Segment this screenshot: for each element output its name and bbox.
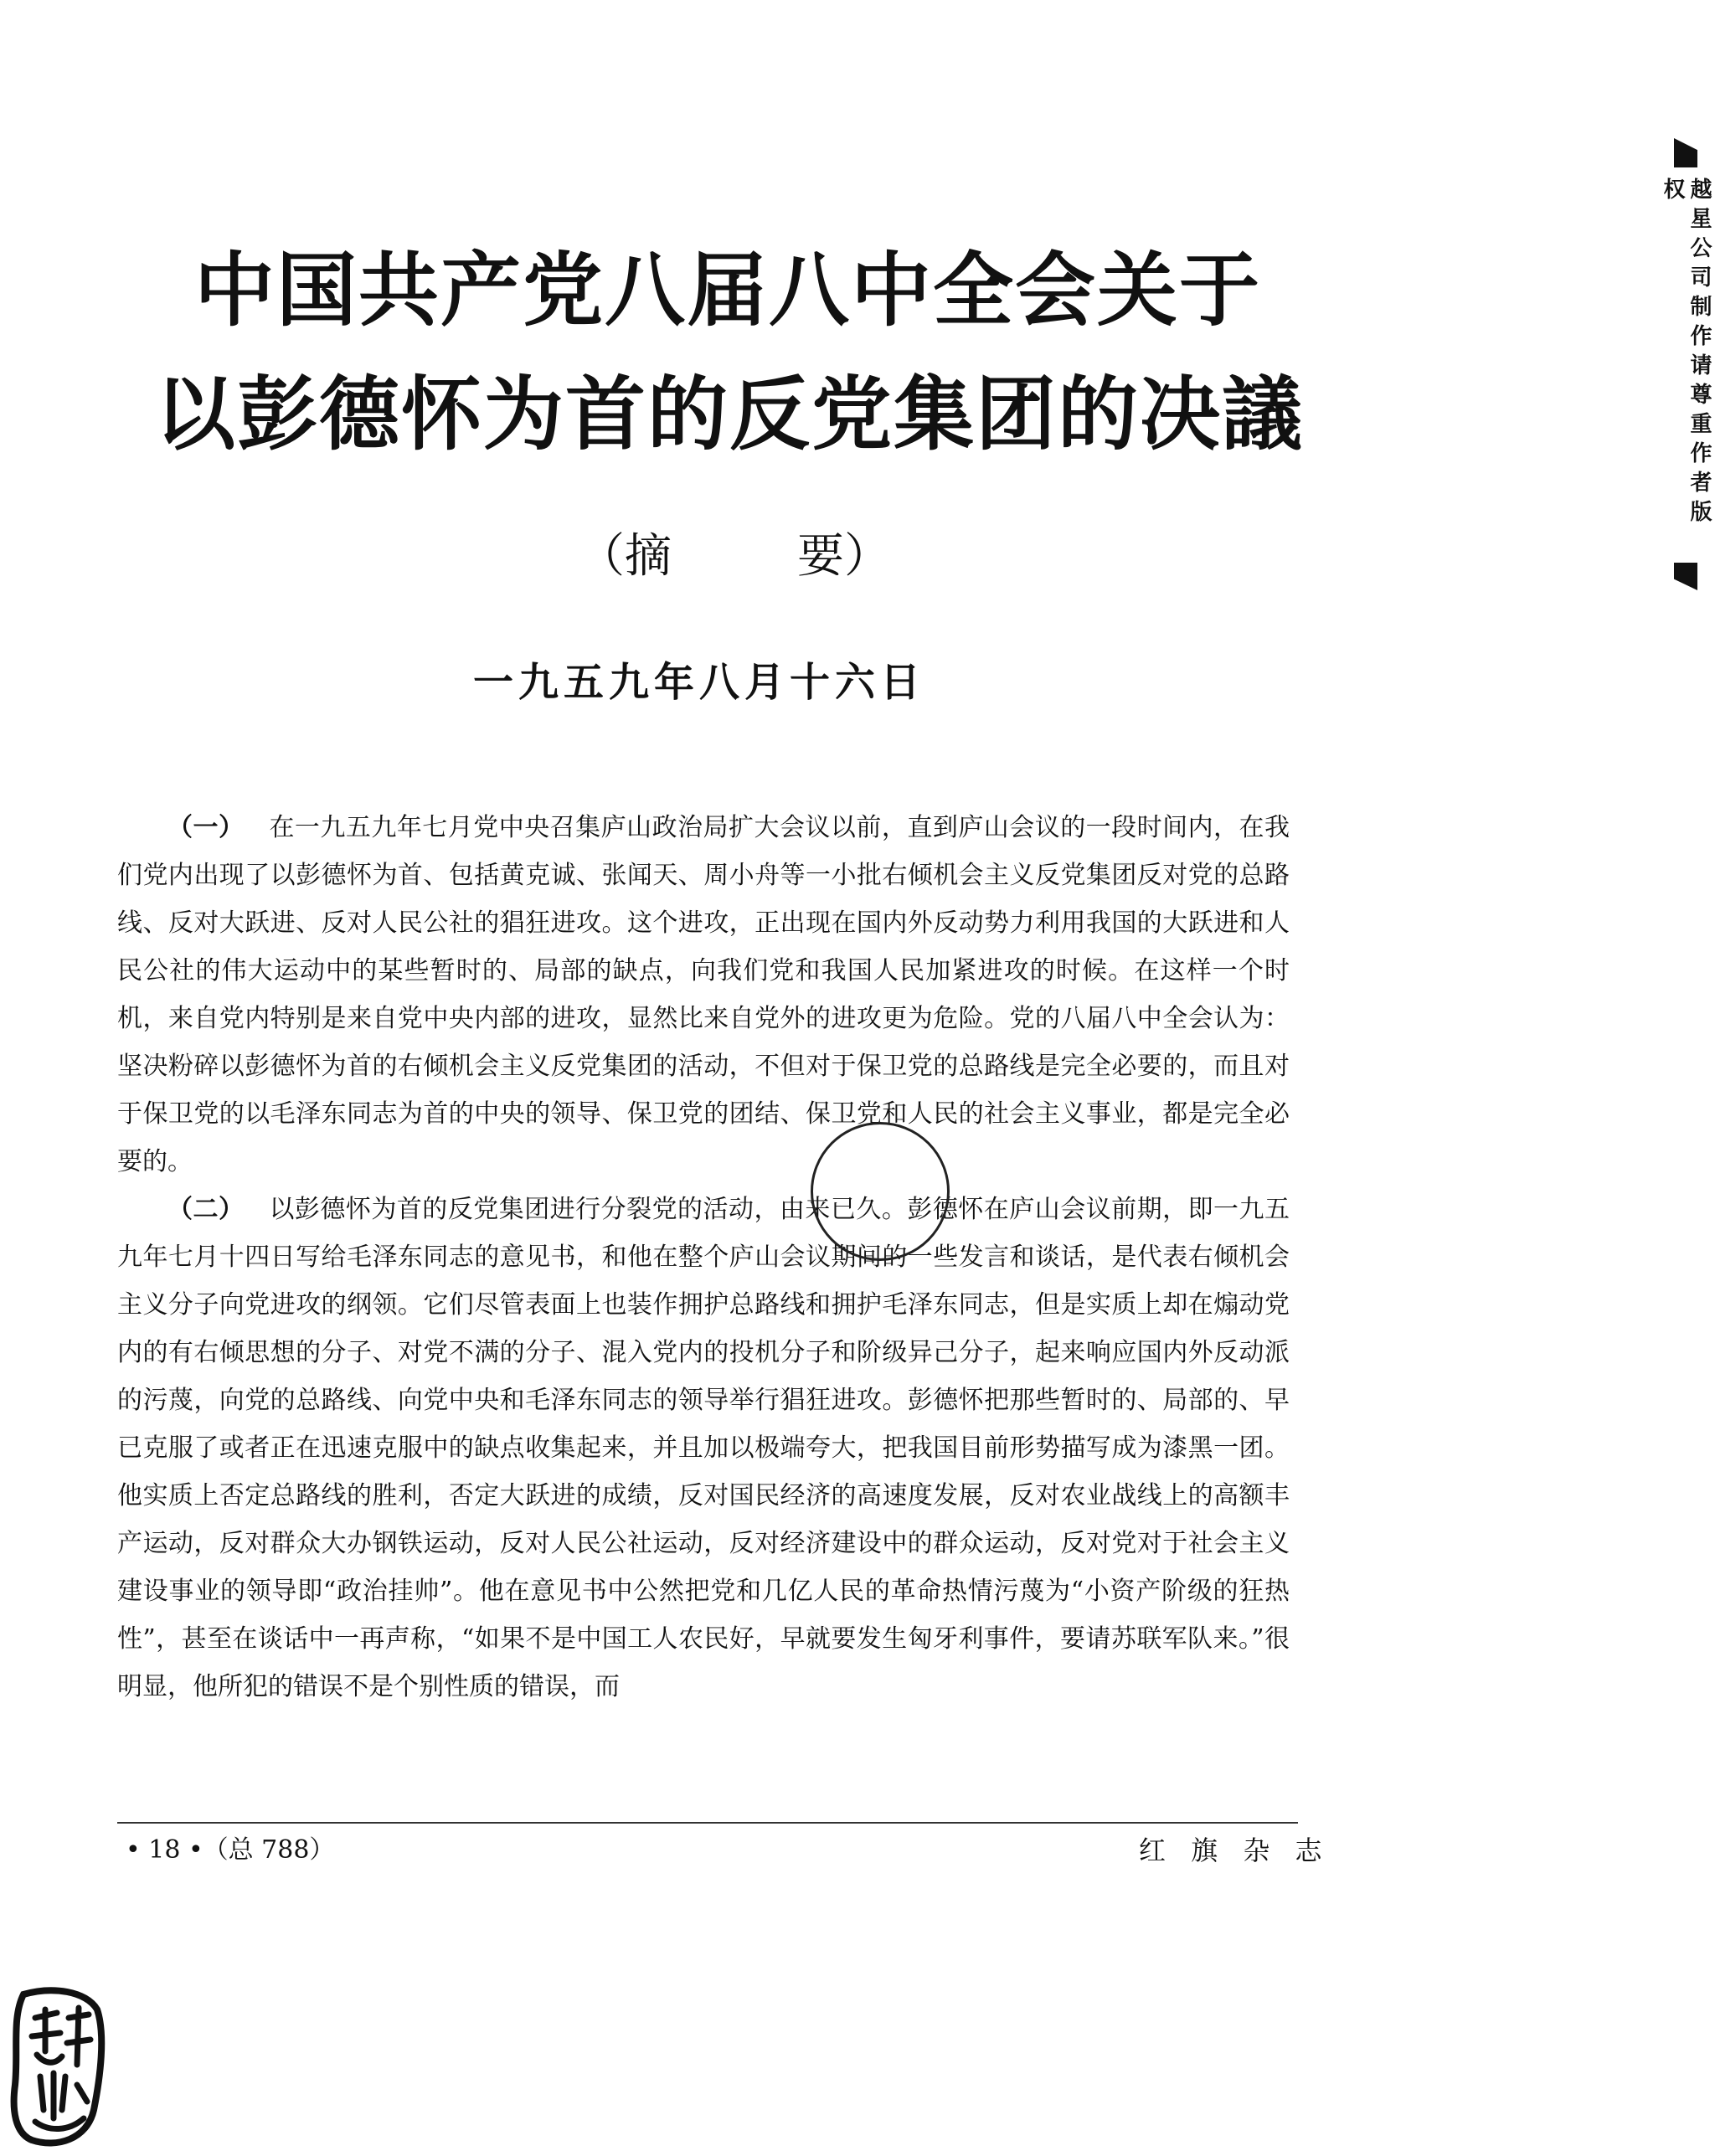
subtitle <box>578 527 891 586</box>
seal-stamp-icon <box>7 1984 107 2152</box>
paragraph-1 <box>117 804 1290 1186</box>
paragraph-2-number: （二） <box>167 1195 245 1224</box>
page-number: • 18 •（总 788） <box>126 1835 335 1865</box>
resolution-date: 一九五九年八月十六日 <box>473 659 926 706</box>
subtitle-open: （摘 <box>578 529 672 584</box>
paragraph-2-text: 以彭德怀为首的反党集团进行分裂党的活动，由来已久。彭德怀在庐山会议前期，即一九五九年七月十四日写给毛泽东同志的意见书，和他在整个庐山会议期间的一些发言和谈话，是代表右倾机会主义分子向党进攻的纲领。它们尽管表面上也装作拥护总路线和拥护毛泽东同志，但是实质上却在煽动党内的有右倾思想的分子、对党不满的分子、混入党内的投机分子和阶级异己分子，起来响应国内外反动派的污蔑，向党的总路线、向党中央和毛泽东同志的领导举行猖狂进攻。彭德怀把那些暂时的、局部的、早已克服了或者正在迅速克服中的缺点收集起来，并且加以极端夸大，把我国目前形势描写成为漆黑一团。他实质上否定总路线的胜利，否定大跃进的成绩，反对国民经济的高速度发展，反对农业战线上的高额丰产运动，反对群众大办钢铁运动，反对人民公社运动，反对经济建设中的群众运动，反对党对于社会主义建设事业的领导即“政治挂帅”。他在意见书中公然把党和几亿人民的革命热情污蔑为“小资产阶级的狂热性”，甚至在谈话中一再声称，“如果不是中国工人农民好，早就要发生匈牙利事件，要请苏联军队来。”很明显，他所犯的错误不是个别性质的错误，而 <box>117 1195 1290 1701</box>
body-text <box>117 804 1290 1711</box>
paragraph-1-number: （一） <box>167 813 245 842</box>
title-line-1: 中国共产党八届八中全会关于 <box>194 244 1261 337</box>
title-line-2: 以彭德怀为首的反党集团的决議 <box>155 368 1304 461</box>
side-bar-top-mark <box>1674 138 1697 167</box>
side-notice-text: 越星公司制作请尊重作者版权 <box>1660 178 1712 530</box>
side-copyright-notice <box>1660 138 1712 590</box>
side-bar-bottom-mark <box>1674 563 1697 590</box>
footer-divider <box>117 1822 1298 1824</box>
paragraph-1-text: 在一九五九年七月党中央召集庐山政治局扩大会议以前，直到庐山会议的一段时间内，在我们党内出现了以彭德怀为首、包括黄克诚、张闻天、周小舟等一小批右倾机会主义反党集团反对党的总路线、反对大跃进、反对人民公社的猖狂进攻。这个进攻，正出现在国内外反动势力利用我国的大跃进和人民公社的伟大运动中的某些暂时的、局部的缺点，向我们党和我国人民加紧进攻的时候。在这样一个时机，来自党内特别是来自党中央内部的进攻，显然比来自党外的进攻更为危险。党的八届八中全会认为：坚决粉碎以彭德怀为首的右倾机会主义反党集团的活动，不但对于保卫党的总路线是完全必要的，而且对于保卫党的以毛泽东同志为首的中央的领导、保卫党的团结、保卫党和人民的社会主义事业，都是完全必要的。 <box>117 813 1290 1176</box>
journal-name: 红 旗 杂 志 <box>1139 1834 1331 1866</box>
subtitle-close: 要） <box>797 529 891 584</box>
hand-drawn-circle-mark <box>811 1122 950 1261</box>
paragraph-2 <box>117 1186 1290 1711</box>
